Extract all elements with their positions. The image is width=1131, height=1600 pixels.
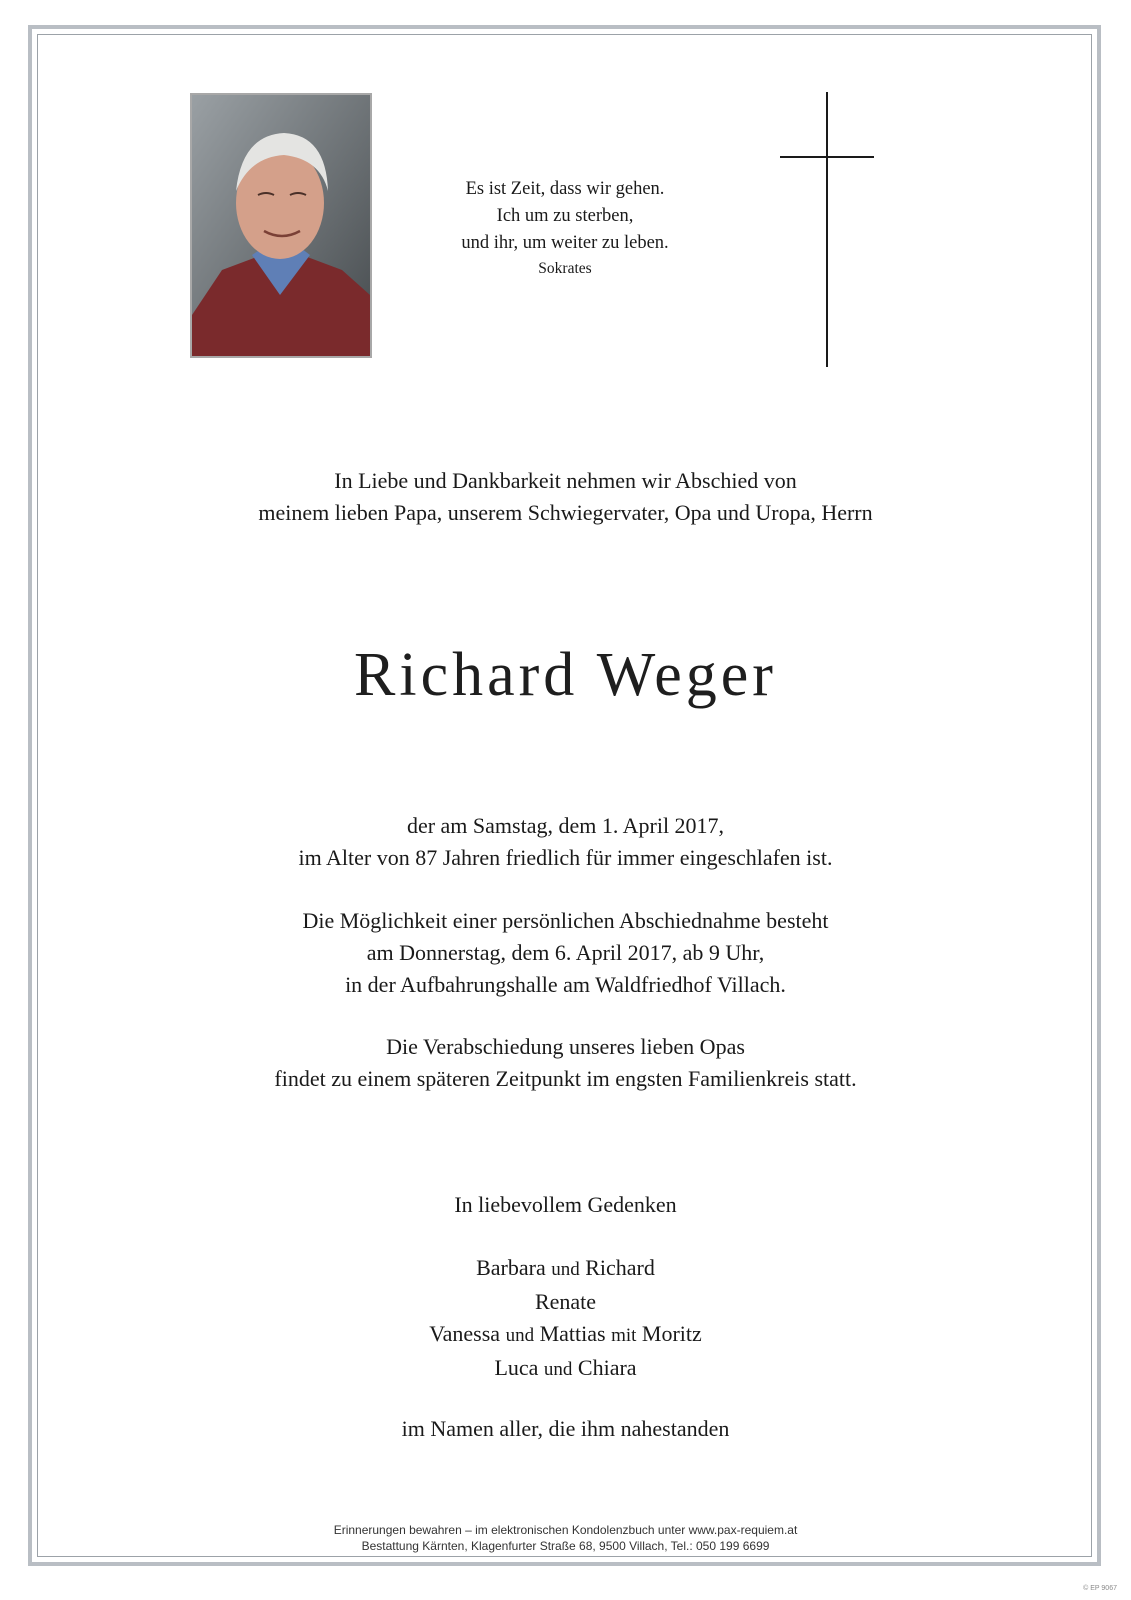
portrait-photo bbox=[190, 93, 372, 358]
viewing-line: Die Möglichkeit einer persönlichen Abschiednahme besteht bbox=[302, 908, 829, 933]
mourner-row bbox=[0, 1318, 1131, 1352]
death-notice bbox=[0, 810, 1131, 874]
mourner-name: Moritz bbox=[641, 1321, 702, 1346]
quote-line: Es ist Zeit, dass wir gehen. bbox=[465, 179, 665, 199]
farewell-line: Die Verabschiedung unseres lieben Opas bbox=[386, 1034, 745, 1059]
conjunction: und bbox=[505, 1325, 535, 1346]
document-code: © EP 9067 bbox=[1083, 1585, 1117, 1592]
mourner-name: Mattias bbox=[539, 1321, 606, 1346]
quote-block bbox=[415, 176, 715, 281]
death-line: im Alter von 87 Jahren friedlich für immer eingeschlafen ist. bbox=[298, 845, 833, 870]
mourner-row bbox=[0, 1252, 1131, 1286]
closing-line: im Namen aller, die ihm nahestanden bbox=[401, 1416, 730, 1441]
footer-line: Bestattung Kärnten, Klagenfurter Straße 68, 9500 Villach, Tel.: 050 199 6699 bbox=[361, 1539, 770, 1553]
quote-author: Sokrates bbox=[538, 260, 592, 277]
mourner-row bbox=[0, 1352, 1131, 1386]
conjunction: und bbox=[551, 1259, 580, 1280]
quote-line: Ich um zu sterben, bbox=[496, 206, 634, 226]
intro-text bbox=[0, 465, 1131, 529]
mourner-name: Barbara bbox=[476, 1255, 546, 1280]
mourner-row bbox=[0, 1286, 1131, 1318]
footer-line: Erinnerungen bewahren – im elektronischen Kondolenzbuch unter www.pax-requiem.at bbox=[333, 1523, 798, 1537]
intro-line: In Liebe und Dankbarkeit nehmen wir Abschied von bbox=[334, 468, 797, 493]
viewing-line: am Donnerstag, dem 6. April 2017, ab 9 Uhr, bbox=[366, 940, 765, 965]
farewell-line: findet zu einem späteren Zeitpunkt im engsten Familienkreis statt. bbox=[274, 1066, 857, 1091]
intro-line: meinem lieben Papa, unserem Schwiegervater, Opa und Uropa, Herrn bbox=[258, 500, 873, 525]
mourner-name: Luca bbox=[494, 1355, 539, 1380]
memory-line: In liebevollem Gedenken bbox=[454, 1192, 677, 1217]
cross-icon bbox=[777, 92, 877, 367]
quote-line: und ihr, um weiter zu leben. bbox=[461, 233, 669, 253]
mourners-list bbox=[0, 1252, 1131, 1386]
footer bbox=[0, 1522, 1131, 1554]
viewing-notice bbox=[0, 905, 1131, 1001]
mourner-name: Renate bbox=[534, 1289, 597, 1314]
mourner-name: Vanessa bbox=[429, 1321, 501, 1346]
viewing-line: in der Aufbahrungshalle am Waldfriedhof Villach. bbox=[345, 972, 786, 997]
conjunction: und bbox=[543, 1359, 573, 1380]
deceased-name: Richard Weger bbox=[354, 641, 777, 709]
mourner-name: Richard bbox=[585, 1255, 655, 1280]
conjunction: mit bbox=[611, 1325, 637, 1346]
portrait-illustration bbox=[192, 95, 370, 356]
mourner-name: Chiara bbox=[577, 1355, 637, 1380]
farewell-notice bbox=[0, 1031, 1131, 1095]
death-line: der am Samstag, dem 1. April 2017, bbox=[406, 813, 725, 838]
